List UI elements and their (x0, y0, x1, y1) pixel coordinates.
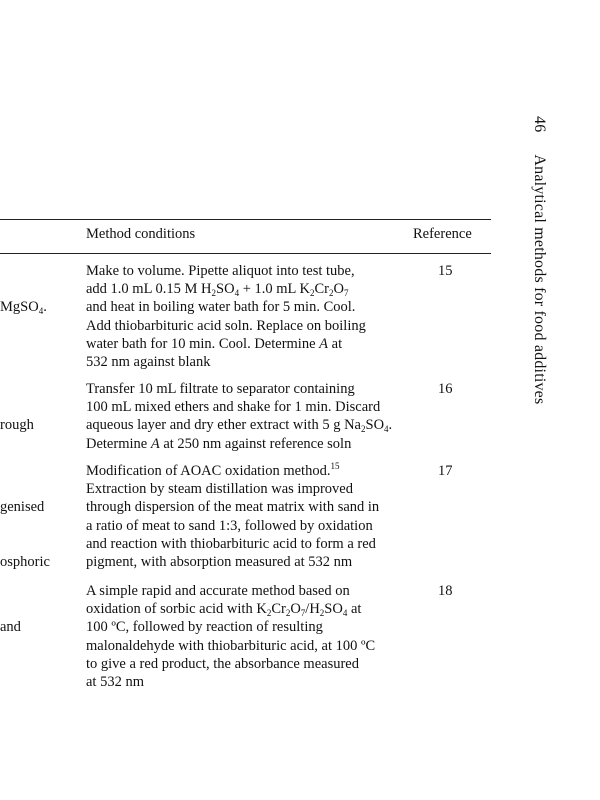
row-1-reference: 15 (438, 263, 453, 279)
method-line: a ratio of meat to sand 1:3, followed by oxidation (86, 517, 373, 534)
running-head-title: Analytical methods for food additives (531, 154, 548, 405)
row-4-left-fragment (0, 582, 21, 673)
method-line: to give a red product, the absorbance measured (86, 655, 359, 672)
row-4-reference: 18 (438, 583, 453, 599)
method-line: through dispersion of the meat matrix with sand in (86, 499, 380, 516)
method-line: Modification of AOAC oxidation method.$^{15}$ (86, 461, 340, 479)
row-2-reference: 16 (438, 381, 453, 397)
row-4-method-conditions (86, 582, 431, 691)
row-1-method-conditions (86, 262, 431, 371)
method-line: 532 nm against blank (86, 354, 211, 371)
method-line: Add thiobarbituric acid soln. Replace on boiling (86, 317, 366, 334)
method-line: at 532 nm (86, 674, 144, 691)
column-header-reference: Reference (413, 226, 472, 242)
row-3-method-conditions (86, 462, 431, 571)
method-line: add 1.0 mL 0.15 M $H_2SO_4 + 1.0$ mL $K_2Cr_2O_7$ (86, 281, 349, 299)
table-top-rule (0, 219, 491, 220)
method-line: A simple rapid and accurate method based on (86, 583, 350, 599)
row-2-method-conditions (86, 380, 431, 453)
row-3-left-fragment-line: genised (0, 499, 45, 516)
method-line: Determine A at 250 nm against reference soln (86, 435, 352, 452)
method-line: Transfer 10 mL filtrate to separator containing (86, 381, 355, 397)
method-line: and reaction with thiobarbituric acid to form a red (86, 535, 376, 552)
method-line: and heat in boiling water bath for 5 min. Cool. (86, 299, 356, 316)
row-2-left-fragment-line: rough (0, 417, 34, 434)
row-1-left-fragment-line: MgSO$_4$. (0, 299, 47, 317)
row-3-left-fragment-line: osphoric (0, 554, 50, 571)
method-line: water bath for 10 min. Cool. Determine A at (86, 335, 343, 352)
method-line: aqueous layer and dry ether extract with 5 g $Na_2SO_4$. (86, 417, 393, 435)
column-header-method-conditions: Method conditions (86, 226, 196, 242)
method-line: Extraction by steam distillation was improved (86, 481, 353, 498)
row-2-left-fragment (0, 380, 34, 471)
row-4-left-fragment-line: and (0, 619, 21, 636)
table-header-rule (0, 253, 491, 254)
running-head (530, 116, 548, 404)
method-line: pigment, with absorption measured at 532 nm (86, 554, 353, 571)
page-number: 46 (531, 116, 548, 133)
row-1-left-fragment (0, 262, 47, 353)
method-line: 100 ºC, followed by reaction of resulting (86, 619, 323, 636)
row-3-reference: 17 (438, 463, 453, 479)
method-line: oxidation of sorbic acid with $K_2Cr_2O_7/H_2SO_4$ at (86, 601, 362, 619)
method-line: Make to volume. Pipette aliquot into test tube, (86, 263, 355, 279)
method-line: 100 mL mixed ethers and shake for 1 min. Discard (86, 399, 381, 416)
method-line: malonaldehyde with thiobarbituric acid, at 100 ºC (86, 637, 376, 654)
